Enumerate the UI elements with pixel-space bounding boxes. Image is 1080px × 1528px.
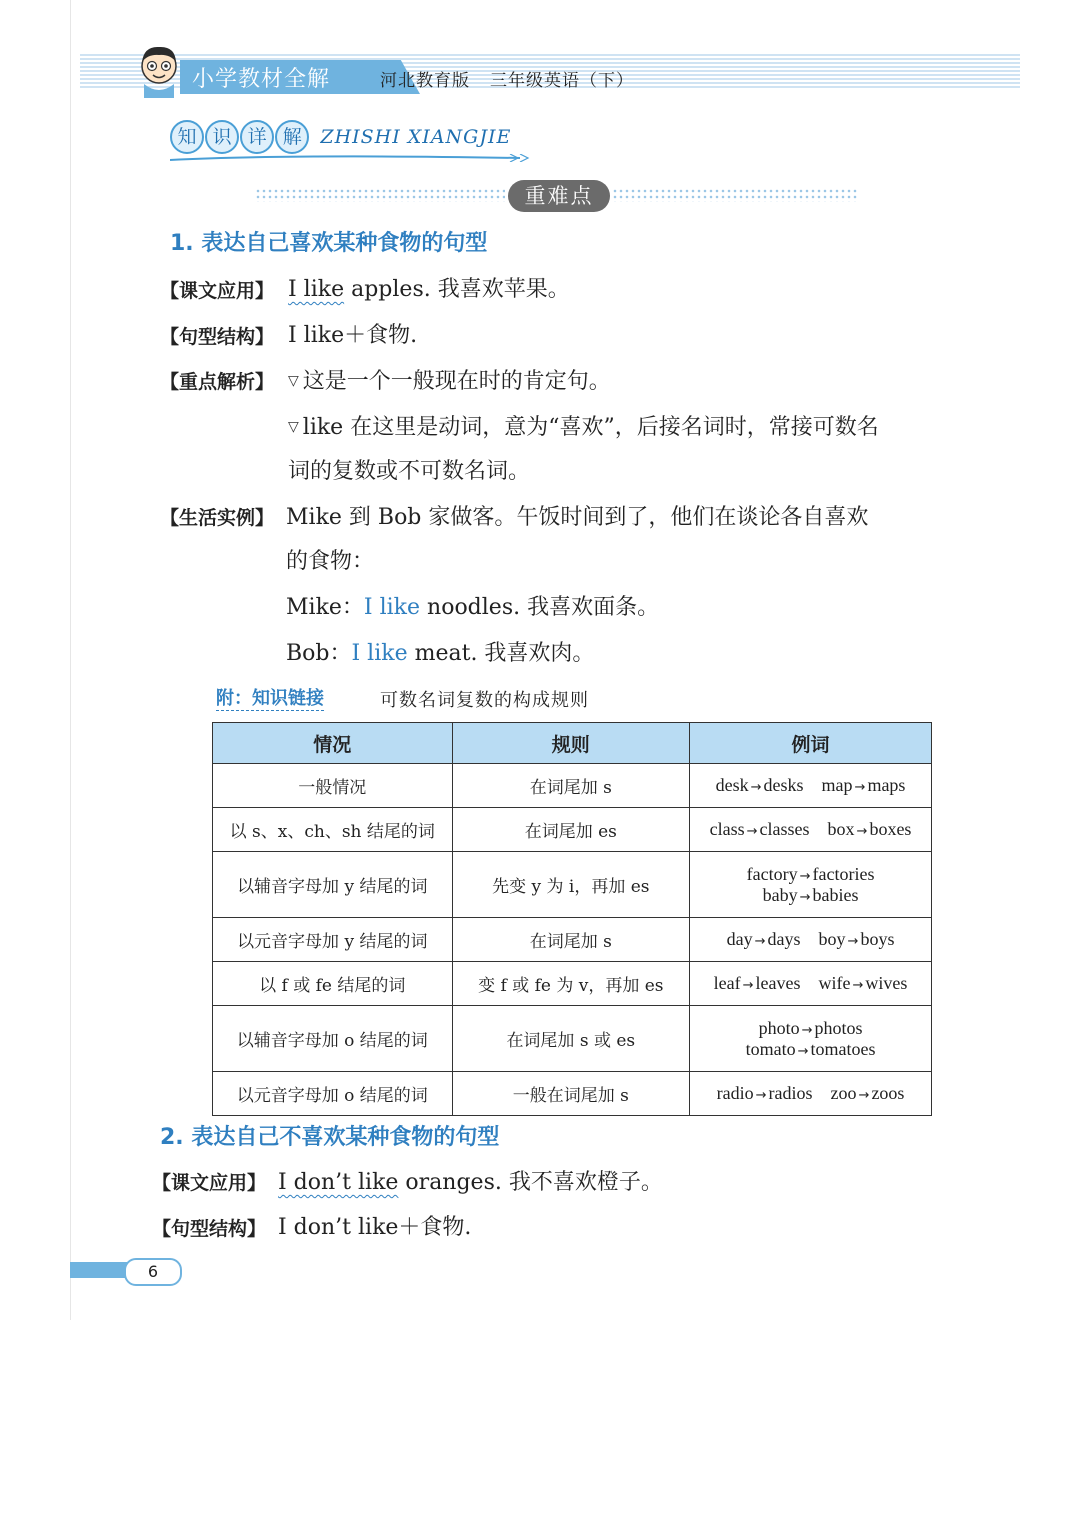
plural-word: boys xyxy=(860,929,895,949)
arrow-right-icon: → xyxy=(797,1043,809,1059)
example-pair xyxy=(828,819,912,839)
case-cell: 以元音字母加 y 结尾的词 xyxy=(213,918,453,962)
case-cell: 以辅音字母加 y 结尾的词 xyxy=(213,852,453,918)
arrow-right-icon: → xyxy=(801,1022,813,1038)
example-pair xyxy=(716,775,804,795)
singular-word: baby xyxy=(762,884,798,905)
point1-analysis-tag: 【重点解析】 xyxy=(160,371,275,393)
plural-word: maps xyxy=(867,775,906,795)
rule-cell: 在词尾加 s 或 es xyxy=(452,1006,690,1072)
arrow-right-icon: → xyxy=(746,824,758,839)
case-cell: 以 f 或 fe 结尾的词 xyxy=(213,962,453,1006)
dialog-mike xyxy=(286,590,659,621)
page-number: 6 xyxy=(124,1258,182,1286)
app-text-rest: oranges. 我不喜欢橙子。 xyxy=(398,1170,663,1195)
swoosh-decoration xyxy=(170,154,530,162)
rule-cell: 在词尾加 es xyxy=(452,808,690,852)
rule-cell: 一般在词尾加 s xyxy=(452,1072,690,1116)
app-text-rest: apples. 我喜欢苹果。 xyxy=(344,277,570,302)
key-point-badge: 重难点 xyxy=(508,180,610,212)
singular-word: tomato xyxy=(745,1038,796,1059)
point2-app-tag: 【课文应用】 xyxy=(152,1172,267,1194)
arrow-right-icon: → xyxy=(754,934,766,949)
analysis-text: like 在这里是动词，意为“喜欢”，后接名词时，常接可数名 xyxy=(302,415,879,440)
mascot-boy-icon xyxy=(130,40,188,98)
point1-life-text: Mike 到 Bob 家做客。午饭时间到了，他们在谈论各自喜欢 xyxy=(286,505,869,530)
arrow-right-icon: → xyxy=(852,978,864,993)
singular-word: factory xyxy=(746,863,798,884)
point2-struct-tag: 【句型结构】 xyxy=(152,1218,267,1240)
singular-word: wife xyxy=(818,973,851,993)
singular-word: radio xyxy=(716,1083,754,1103)
plural-word: wives xyxy=(865,973,908,993)
series-title: 小学教材全解 xyxy=(192,67,331,92)
rule-cell: 在词尾加 s xyxy=(452,918,690,962)
arrow-right-icon: → xyxy=(858,1088,870,1103)
example-pair xyxy=(717,1083,813,1103)
example-pair xyxy=(710,819,810,839)
rule-cell: 先变 y 为 i，再加 es xyxy=(452,852,690,918)
plural-word: photos xyxy=(814,1017,863,1038)
plural-word: desks xyxy=(763,775,804,795)
singular-word: map xyxy=(821,775,853,795)
dotted-divider-left xyxy=(255,188,505,202)
analysis-text: 这是一个一般现在时的肯定句。 xyxy=(302,369,611,394)
triangle-bullet-icon: ▽ xyxy=(288,373,299,389)
case-cell: 以辅音字母加 o 结尾的词 xyxy=(213,1006,453,1072)
plural-word: days xyxy=(767,929,801,949)
publisher: 河北教育版 xyxy=(380,71,470,91)
knowledge-link-label: 附：知识链接 xyxy=(216,684,324,711)
table-row xyxy=(213,808,932,852)
point2-title: 2. 表达自己不喜欢某种食物的句型 xyxy=(160,1125,500,1150)
footer-bar xyxy=(70,1262,130,1278)
point1-analysis-2-cont: 词的复数或不可数名词。 xyxy=(288,459,531,484)
examples-cell xyxy=(690,764,932,808)
highlighted-phrase: I like xyxy=(351,641,408,666)
table-row xyxy=(213,918,932,962)
section-char: 知 xyxy=(170,120,204,154)
table-row xyxy=(213,962,932,1006)
example-pair xyxy=(691,885,930,906)
plural-word: classes xyxy=(759,819,810,839)
plural-rules-table xyxy=(212,722,932,1116)
highlighted-phrase: I like xyxy=(288,277,345,302)
page-header xyxy=(80,40,1020,100)
speaker: Bob： xyxy=(286,641,352,666)
column-header: 情况 xyxy=(213,723,453,764)
examples-cell xyxy=(690,918,932,962)
case-cell: 以元音字母加 o 结尾的词 xyxy=(213,1072,453,1116)
arrow-right-icon: → xyxy=(856,824,868,839)
point1-app-tag: 【课文应用】 xyxy=(160,280,275,302)
highlighted-phrase: I don’t like xyxy=(278,1170,399,1195)
example-pair xyxy=(691,1018,930,1039)
header-book-info xyxy=(380,66,654,91)
section-char: 详 xyxy=(240,120,274,154)
point2-app-text xyxy=(278,1165,663,1196)
point1-analysis-1 xyxy=(288,364,611,395)
arrow-right-icon: → xyxy=(854,780,866,795)
examples-cell xyxy=(690,1006,932,1072)
page-edge xyxy=(70,0,71,1320)
examples-cell xyxy=(690,808,932,852)
highlighted-phrase: I like xyxy=(363,595,421,620)
point1-app-text xyxy=(288,272,570,303)
table-row xyxy=(213,1006,932,1072)
plural-word: radios xyxy=(768,1083,813,1103)
dialog-text: noodles. 我喜欢面条。 xyxy=(420,595,660,620)
plural-word: zoos xyxy=(871,1083,905,1103)
arrow-right-icon: → xyxy=(750,780,762,795)
point2-struct-text: I don’t like＋食物. xyxy=(278,1215,472,1240)
singular-word: day xyxy=(726,929,753,949)
case-cell: 一般情况 xyxy=(213,764,453,808)
book-title: 三年级英语（下） xyxy=(490,71,634,91)
examples-cell xyxy=(690,1072,932,1116)
singular-word: class xyxy=(709,819,745,839)
point1-title: 1. 表达自己喜欢某种食物的句型 xyxy=(170,231,488,256)
table-title: 可数名词复数的构成规则 xyxy=(380,690,589,711)
section-char: 解 xyxy=(275,120,309,154)
plural-word: boxes xyxy=(869,819,912,839)
example-pair xyxy=(691,864,930,885)
example-pair xyxy=(727,929,801,949)
plural-word: leaves xyxy=(755,973,801,993)
table-row xyxy=(213,852,932,918)
arrow-right-icon: → xyxy=(799,889,811,905)
dotted-divider-right xyxy=(612,188,857,202)
singular-word: boy xyxy=(818,929,846,949)
arrow-right-icon: → xyxy=(799,868,811,884)
singular-word: zoo xyxy=(830,1083,857,1103)
column-header: 规则 xyxy=(452,723,690,764)
plural-word: babies xyxy=(812,884,859,905)
example-pair xyxy=(691,1039,930,1060)
section-char: 识 xyxy=(205,120,239,154)
point1-life-tag: 【生活实例】 xyxy=(160,507,275,529)
example-pair xyxy=(819,929,895,949)
rule-cell: 变 f 或 fe 为 v，再加 es xyxy=(452,962,690,1006)
section-banner xyxy=(170,120,540,164)
examples-cell xyxy=(690,852,932,918)
rule-cell: 在词尾加 s xyxy=(452,764,690,808)
table-row xyxy=(213,764,932,808)
point1-struct-text: I like＋食物. xyxy=(288,323,418,348)
singular-word: desk xyxy=(715,775,749,795)
table-header-row xyxy=(213,723,932,764)
arrow-right-icon: → xyxy=(847,934,859,949)
dialog-bob xyxy=(286,636,594,667)
table-row xyxy=(213,1072,932,1116)
point1-analysis-2 xyxy=(288,410,879,441)
case-cell: 以 s、x、ch、sh 结尾的词 xyxy=(213,808,453,852)
singular-word: leaf xyxy=(713,973,741,993)
column-header: 例词 xyxy=(690,723,932,764)
singular-word: box xyxy=(827,819,855,839)
example-pair xyxy=(714,973,801,993)
arrow-right-icon: → xyxy=(755,1088,767,1103)
point1-struct-tag: 【句型结构】 xyxy=(160,326,275,348)
singular-word: photo xyxy=(758,1017,800,1038)
speaker: Mike： xyxy=(286,595,364,620)
point1-life-text-cont: 的食物： xyxy=(286,549,375,574)
plural-word: tomatoes xyxy=(810,1038,876,1059)
example-pair xyxy=(819,973,908,993)
arrow-right-icon: → xyxy=(742,978,754,993)
section-pinyin: ZHISHI XIANGJIE xyxy=(320,126,512,148)
example-pair xyxy=(822,775,906,795)
examples-cell xyxy=(690,962,932,1006)
plural-word: factories xyxy=(812,863,875,884)
dialog-text: meat. 我喜欢肉。 xyxy=(407,641,595,666)
example-pair xyxy=(831,1083,905,1103)
triangle-bullet-icon: ▽ xyxy=(288,419,299,435)
